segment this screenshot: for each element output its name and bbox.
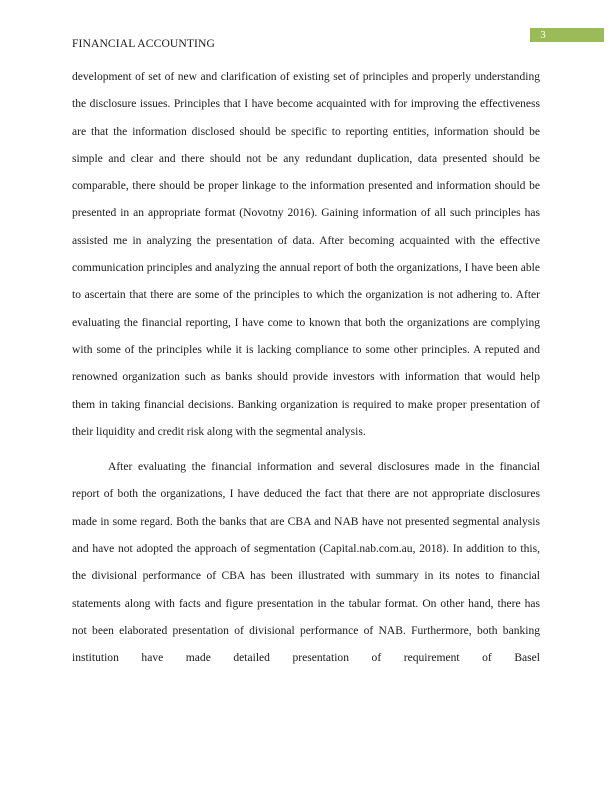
body-paragraph-1: development of set of new and clarification of existing set of principles and properly understanding the disclosure issues. Principles that I have become acquainted with for improving the effectiveness are that the information disclosed should be specific to reporting entities, information should be simple and clear and there should not be any redundant duplication, data presented should be comparable, there should be proper linkage to the information presented and information should be presented in an appropriate format (Novotny 2016). Gaining information of all such principles has assisted me in analyzing the presentation of data. After becoming acquainted with the effective communication principles and analyzing the annual report of both the organizations, I have been able to ascertain that there are some of the principles to which the organization is not adhering to. After evaluating the financial reporting, I have come to known that both the organizations are complying with some of the principles while it is lacking compliance to some other principles. A reputed and renowned organization such as banks should provide investors with information that would help them in taking financial decisions. Banking organization is required to make proper presentation of their liquidity and credit risk along with the segmental analysis. bbox=[72, 71, 540, 438]
running-header-title: FINANCIAL ACCOUNTING bbox=[72, 37, 215, 50]
page-number: 3 bbox=[540, 29, 546, 41]
document-body bbox=[72, 64, 540, 673]
body-paragraph-2: After evaluating the financial information and several disclosures made in the financial report of both the organizations, I have deduced the fact that there are not appropriate disclosures made in some regard. Both the banks that are CBA and NAB have not presented segmental analysis and have not adopted the approach of segmentation (Capital.nab.com.au, 2018). In addition to this, the divisional performance of CBA has been illustrated with summary in its notes to financial statements along with facts and figure presentation in the tabular format. On other hand, there has not been elaborated presentation of divisional performance of NAB. Furthermore, both banking institution have made detailed presentation of requirement of Basel bbox=[72, 461, 540, 665]
page-number-tab bbox=[530, 28, 604, 42]
